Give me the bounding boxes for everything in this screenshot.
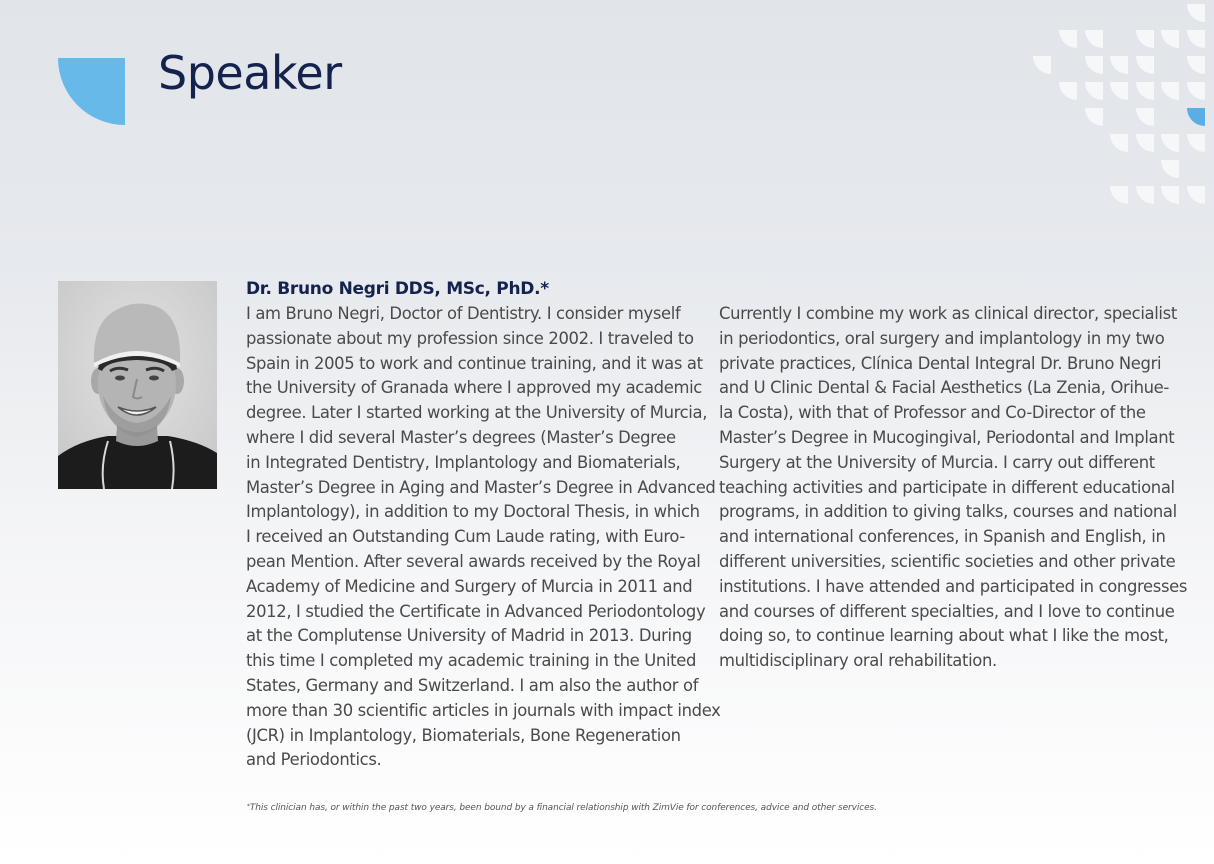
footnote-text: This clinician has, or within the past two years, been bound by a financial relationship with ZimVie for conferences, advice and other services. (249, 803, 877, 813)
bio-line: Implantology), in addition to my Doctoral Thesis, in which (246, 502, 700, 522)
bio-line: the University of Granada where I approved my academic (246, 378, 702, 398)
bio-line: Surgery at the University of Murcia. I carry out different (719, 452, 1155, 472)
quarter-circle-tile (1161, 82, 1179, 100)
bio-line: passionate about my profession since 2002. I traveled to (246, 328, 694, 348)
bio-line: 2012, I studied the Certificate in Advanced Periodontology (246, 601, 706, 621)
quarter-circle-tile (1085, 30, 1103, 48)
title-logo-quarter-circle (58, 58, 125, 125)
bio-line: Master’s Degree in Mucogingival, Periodontal and Implant (719, 427, 1175, 447)
bio-line: degree. Later I started working at the University of Murcia, (246, 403, 708, 423)
bio-line: States, Germany and Switzerland. I am also the author of (246, 675, 699, 695)
bio-line: in periodontics, oral surgery and implantology in my two (719, 328, 1165, 348)
bio-line: at the Complutense University of Madrid in 2013. During (246, 626, 692, 646)
quarter-circle-tile (1136, 56, 1154, 74)
speaker-photo (58, 281, 217, 489)
quarter-circle-tile (1059, 30, 1077, 48)
quarter-circle-tile (1110, 82, 1128, 100)
speaker-bio-column-right (719, 302, 1187, 674)
quarter-circle-tile (1033, 56, 1051, 74)
quarter-circle-tile (1110, 56, 1128, 74)
bio-line: and Periodontics. (246, 750, 382, 770)
quarter-circle-tile (1187, 186, 1205, 204)
quarter-circle-tile (1187, 82, 1205, 100)
bio-line: Spain in 2005 to work and continue training, and it was at (246, 353, 703, 373)
quarter-circle-tile (1136, 82, 1154, 100)
portrait-illustration (58, 281, 217, 489)
bio-line: multidisciplinary oral rehabilitation. (719, 651, 997, 671)
quarter-circle-tile (1187, 56, 1205, 74)
bio-line: and U Clinic Dental & Facial Aesthetics (La Zenia, Orihue- (719, 378, 1169, 398)
quarter-circle-tile (1110, 186, 1128, 204)
speaker-name: Dr. Bruno Negri DDS, MSc, PhD.* (246, 279, 549, 299)
quarter-circle-tile (1161, 30, 1179, 48)
quarter-circle-tile (1136, 30, 1154, 48)
bio-line: programs, in addition to giving talks, courses and national (719, 502, 1177, 522)
bio-line: institutions. I have attended and participated in congresses (719, 576, 1188, 596)
accent-quarter-circle-tile (1187, 108, 1205, 126)
quarter-circle-tile (1110, 134, 1128, 152)
bio-line: private practices, Clínica Dental Integral Dr. Bruno Negri (719, 353, 1162, 373)
bio-line: and international conferences, in Spanish and English, in (719, 527, 1166, 547)
bio-line: doing so, to continue learning about what I like the most, (719, 626, 1169, 646)
bio-line: Master’s Degree in Aging and Master’s Degree in Advanced (246, 477, 716, 497)
speaker-bio-column-left (246, 302, 721, 773)
quarter-circle-tile (1085, 56, 1103, 74)
bio-line: Academy of Medicine and Surgery of Murcia in 2011 and (246, 576, 693, 596)
quarter-circle-tile (1187, 4, 1205, 22)
quarter-circle-tile (1161, 186, 1179, 204)
bio-line: (JCR) in Implantology, Biomaterials, Bone Regeneration (246, 725, 681, 745)
quarter-circle-tile (1059, 82, 1077, 100)
quarter-circle-tile (1161, 160, 1179, 178)
quarter-circle-tile (1085, 82, 1103, 100)
bio-line: more than 30 scientific articles in journals with impact index (246, 700, 721, 720)
quarter-circle-tile (1136, 186, 1154, 204)
bio-line: in Integrated Dentistry, Implantology and Biomaterials, (246, 452, 681, 472)
disclosure-footnote (247, 803, 877, 813)
bio-line: pean Mention. After several awards received by the Royal (246, 551, 701, 571)
bio-line: Currently I combine my work as clinical director, specialist (719, 304, 1177, 323)
bio-line: and courses of different specialties, and I love to continue (719, 601, 1175, 621)
quarter-circle-tile (1136, 134, 1154, 152)
decorative-tile-pattern (0, 0, 1214, 220)
bio-line: this time I completed my academic training in the United (246, 651, 697, 671)
quarter-circle-tile (1161, 134, 1179, 152)
quarter-circle-tile (1085, 108, 1103, 126)
page-title: Speaker (158, 46, 342, 100)
quarter-circle-tile (1187, 30, 1205, 48)
bio-line: I am Bruno Negri, Doctor of Dentistry. I consider myself (246, 304, 681, 323)
quarter-circle-tile (1136, 108, 1154, 126)
bio-line: different universities, scientific societies and other private (719, 551, 1176, 571)
bio-line: teaching activities and participate in different educational (719, 477, 1175, 497)
bio-line: where I did several Master’s degrees (Master’s Degree (246, 427, 676, 447)
bio-line: I received an Outstanding Cum Laude rating, with Euro- (246, 527, 685, 547)
footnote-marker: * (247, 803, 250, 810)
bio-line: la Costa), with that of Professor and Co-Director of the (719, 403, 1146, 423)
quarter-circle-tile (1187, 134, 1205, 152)
